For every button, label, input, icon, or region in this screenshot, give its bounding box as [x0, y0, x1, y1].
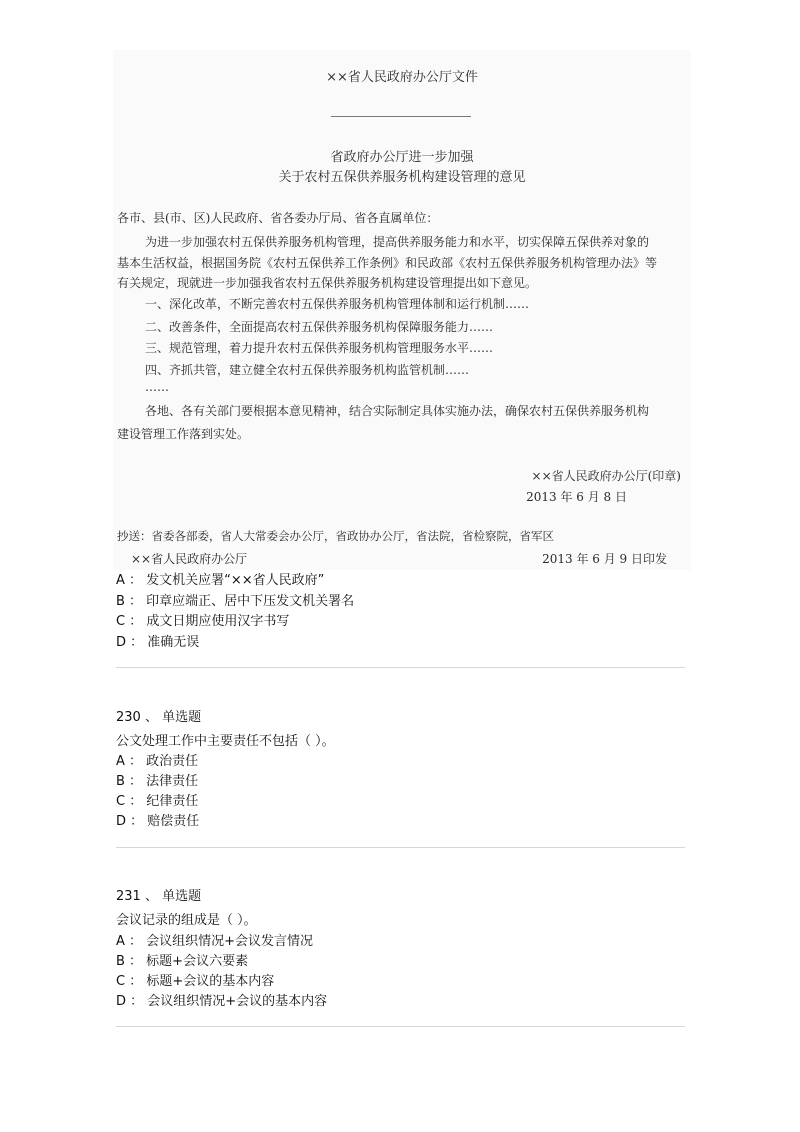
- question-divider: [116, 847, 685, 848]
- option-b: B ： 法律责任: [116, 774, 199, 789]
- document-title-line-1: 省政府办公厅进一步加强: [330, 150, 474, 165]
- option-a: A ： 政治责任: [116, 754, 199, 769]
- question-heading: 231 、 单选题: [116, 889, 202, 904]
- body-line: 三、规范管理，着力提升农村五保供养服务机构管理服务水平……: [145, 341, 494, 355]
- body-line: 建设管理工作落到实处。: [117, 427, 250, 441]
- scanned-document-image: [113, 50, 691, 570]
- issuer: ××省人民政府办公厅: [131, 552, 248, 566]
- option-b: B ： 印章应端正、居中下压发文机关署名: [116, 594, 355, 609]
- option-d: D ： 会议组织情况+会议的基本内容: [116, 994, 328, 1009]
- body-line: 为进一步加强农村五保供养服务机构管理，提高供养服务能力和水平，切实保障五保供养对象的: [145, 235, 650, 249]
- body-line: 四、齐抓共管，建立健全农村五保供养服务机构监管机制……: [145, 363, 470, 377]
- option-c: C ： 纪律责任: [116, 794, 199, 809]
- cc-line: 抄送：省委各部委，省人大常委会办公厅，省政协办公厅，省法院，省检察院，省军区: [117, 529, 554, 543]
- body-line: 二、改善条件，全面提高农村五保供养服务机构保障服务能力……: [145, 320, 494, 334]
- signature: ××省人民政府办公厅(印章): [531, 469, 681, 483]
- sign-date: 2013 年 6 月 8 日: [526, 490, 627, 504]
- print-date: 2013 年 6 月 9 日印发: [542, 552, 667, 566]
- option-c: C ： 成文日期应使用汉字书写: [116, 614, 290, 629]
- body-line: 有关规定，现就进一步加强我省农村五保供养服务机构建设管理提出如下意见。: [117, 276, 538, 290]
- question-stem: 会议记录的组成是（ ）。: [116, 913, 257, 928]
- option-a: A ： 发文机关应署“××省人民政府”: [116, 573, 325, 588]
- question-divider: [116, 1026, 685, 1027]
- question-heading: 230 、 单选题: [116, 710, 202, 725]
- option-d: D ： 赔偿责任: [116, 814, 200, 829]
- header-divider: [331, 116, 471, 117]
- document-header: ××省人民政府办公厅文件: [326, 70, 478, 85]
- document-title-line-2: 关于农村五保供养服务机构建设管理的意见: [278, 170, 526, 185]
- body-line: ……: [145, 380, 169, 394]
- question-stem: 公文处理工作中主要责任不包括（ ）。: [116, 734, 335, 749]
- addressee-line: 各市、县(市、区)人民政府、省各委办厅局、省各直属单位：: [117, 211, 439, 225]
- body-line: 一、深化改革，不断完善农村五保供养服务机构管理体制和运行机制……: [145, 297, 530, 311]
- option-d: D ： 准确无误: [116, 635, 200, 650]
- body-line: 各地、各有关部门要根据本意见精神，结合实际制定具体实施办法，确保农村五保供养服务机构: [145, 404, 650, 418]
- option-a: A ： 会议组织情况+会议发言情况: [116, 934, 314, 949]
- option-b: B ： 标题+会议六要素: [116, 954, 249, 969]
- body-line: 基本生活权益，根据国务院《农村五保供养工作条例》和民政部《农村五保供养服务机构管理办法》等: [117, 256, 658, 270]
- option-c: C ： 标题+会议的基本内容: [116, 974, 275, 989]
- question-divider: [116, 667, 685, 668]
